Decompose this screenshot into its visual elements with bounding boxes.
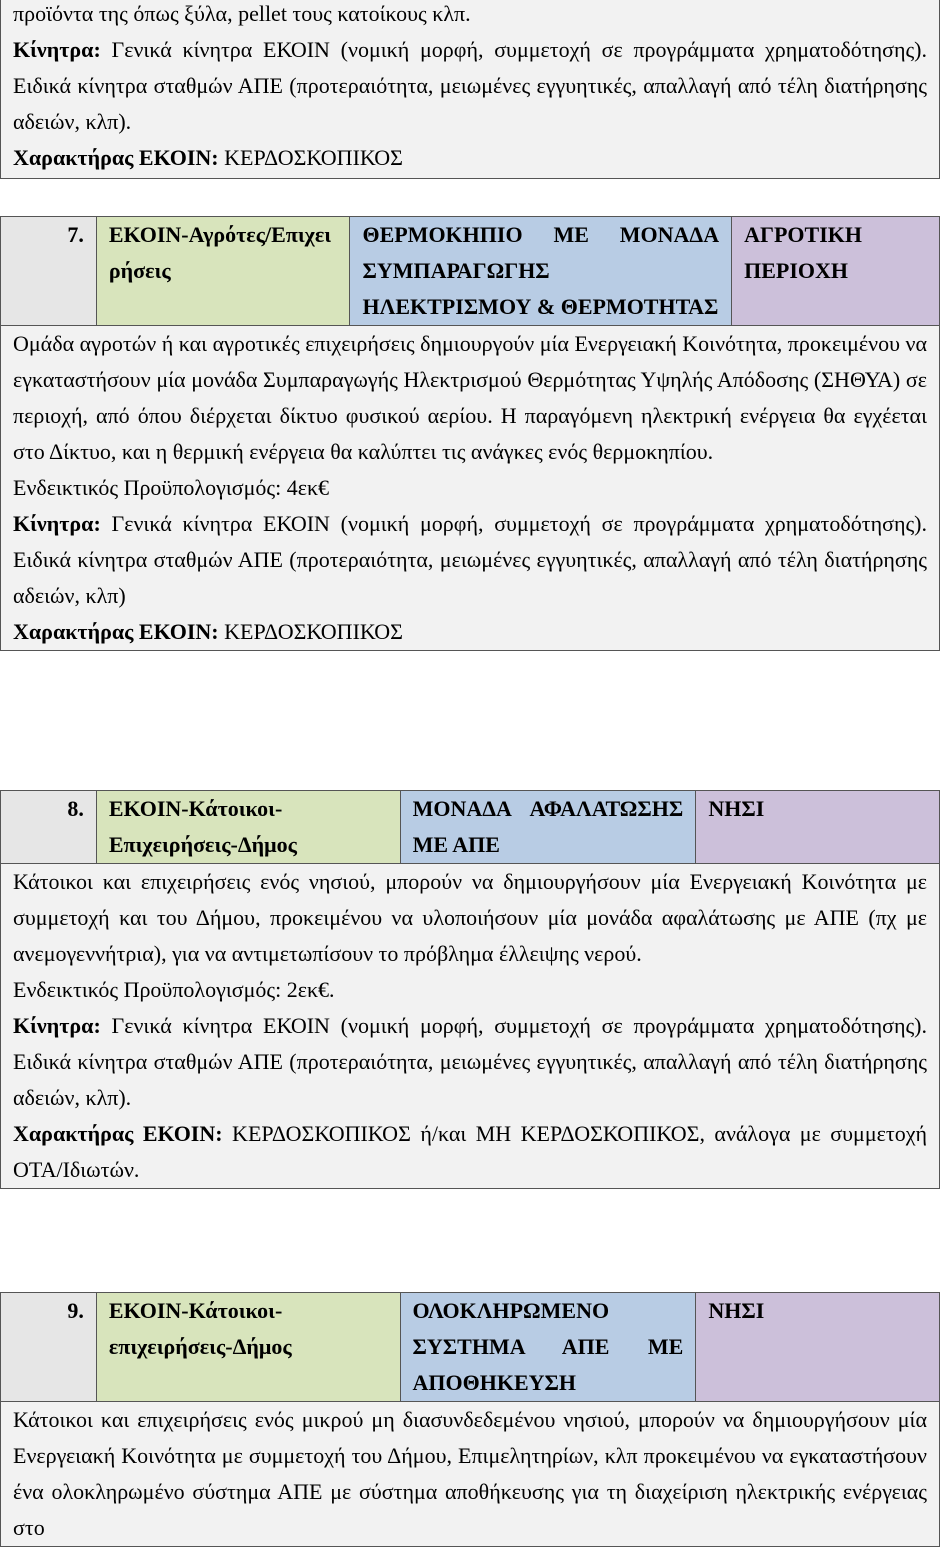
community-type: ΕΚΟΙΝ-Κάτοικοι-επιχειρήσεις-Δήμος [96,1293,400,1402]
community-type: ΕΚΟΙΝ-Αγρότες/Επιχειρήσεις [96,217,350,326]
incentives [13,506,927,614]
project-card-7 [0,216,940,651]
character [13,1116,927,1188]
character-text: ΚΕΡΔΟΣΚΟΠΙΚΟΣ [218,145,403,170]
incentives-label: Κίνητρα: [13,37,101,62]
incentives [13,1008,927,1116]
card-description-block [1,326,940,651]
project-card-9 [0,1292,940,1547]
card-description-block [1,1402,940,1547]
area-label: ΑΓΡΟΤΙΚΗ ΠΕΡΙΟΧΗ [732,217,940,326]
card-number: 9. [1,1293,97,1402]
card-number: 7. [1,217,97,326]
area-label: ΝΗΣΙ [696,791,940,864]
description: Κάτοικοι και επιχειρήσεις ενός μικρού μη διασυνδεδεμένου νησιού, μπορούν να δημιουργήσουν μία Ενεργειακή Κοινότητα με συμμετοχή του Δήμου, Επιμελητηρίων, κλπ προκειμένου να εγκαταστήσουν ένα ολοκληρωμένο σύστημα ΑΠΕ με σύστημα αποθήκευσης για τη διαχείριση ηλεκτρικής ενέργειας στο [13,1407,927,1540]
character [13,614,927,650]
character-label: Χαρακτήρας ΕΚΟΙΝ: [13,145,219,170]
incentives-label: Κίνητρα: [13,1013,101,1038]
intro-incentives [13,32,927,140]
project-title: ΘΕΡΜΟΚΗΠΙΟ ΜΕ ΜΟΝΑΔΑ ΣΥΜΠΑΡΑΓΩΓΗΣ ΗΛΕΚΤΡΙΣΜΟΥ & ΘΕΡΜΟΤΗΤΑΣ [350,217,732,326]
character-label: Χαρακτήρας ΕΚΟΙΝ: [13,1121,223,1146]
character-text: ΚΕΡΔΟΣΚΟΠΙΚΟΣ [218,619,403,644]
project-card-8 [0,790,940,1189]
card-number: 8. [1,791,97,864]
incentives-text: Γενικά κίνητρα ΕΚΟΙΝ (νομική μορφή, συμμετοχή σε προγράμματα χρηματοδότησης). Ειδικά κίνητρα σταθμών ΑΠΕ (προτεραιότητα, μειωμένες εγγυητικές, απαλλαγή από τέλη διατήρησης αδειών, κλπ) [13,511,927,608]
description: Ομάδα αγροτών ή και αγροτικές επιχειρήσεις δημιουργούν μία Ενεργειακή Κοινότητα, προκειμένου να εγκαταστήσουν μία μονάδα Συμπαραγωγής Ηλεκτρισμού Θερμότητας Υψηλής Απόδοσης (ΣΗΘΥΑ) σε περιοχή, από όπου διέρχεται δίκτυο φυσικού αερίου. Η παραγόμενη ηλεκτρική ενέργεια θα εγχέεται στο Δίκτυο, και η θερμική ενέργεια θα καλύπτει τις ανάγκες ενός θερμοκηπίου. [13,331,927,464]
budget: Ενδεικτικός Προϋπολογισμός: 4εκ€ [13,475,330,500]
project-title: ΟΛΟΚΛΗΡΩΜΕΝΟ ΣΥΣΤΗΜΑ ΑΠΕ ΜΕ ΑΠΟΘΗΚΕΥΣΗ [400,1293,696,1402]
incentives-text: Γενικά κίνητρα ΕΚΟΙΝ (νομική μορφή, συμμετοχή σε προγράμματα χρηματοδότησης). Ειδικά κίνητρα σταθμών ΑΠΕ (προτεραιότητα, μειωμένες εγγυητικές, απαλλαγή από τέλη διατήρησης αδειών, κλπ). [13,1013,927,1110]
incentives-text: Γενικά κίνητρα ΕΚΟΙΝ (νομική μορφή, συμμετοχή σε προγράμματα χρηματοδότησης). Ειδικά κίνητρα σταθμών ΑΠΕ (προτεραιότητα, μειωμένες εγγυητικές, απαλλαγή από τέλη διατήρησης αδειών, κλπ). [13,37,927,134]
card-description-block [1,864,940,1189]
area-label: ΝΗΣΙ [696,1293,940,1402]
character-label: Χαρακτήρας ΕΚΟΙΝ: [13,619,219,644]
budget: Ενδεικτικός Προϋπολογισμός: 2εκ€. [13,977,335,1002]
intro-line: προϊόντα της όπως ξύλα, pellet τους κατοίκους κλπ. [13,1,471,26]
description: Κάτοικοι και επιχειρήσεις ενός νησιού, μπορούν να δημιουργήσουν μία Ενεργειακή Κοινότητα με συμμετοχή και του Δήμου, προκειμένου να υλοποιήσουν μία μονάδα αφαλάτωσης με ΑΠΕ (πχ με ανεμογεννήτρια), για να αντιμετωπίσουν το πρόβλημα έλλειψης νερού. [13,869,927,966]
community-type: ΕΚΟΙΝ-Κάτοικοι-Επιχειρήσεις-Δήμος [96,791,400,864]
intro-block [0,0,940,179]
character-text: ΚΕΡΔΟΣΚΟΠΙΚΟΣ ή/και ΜΗ ΚΕΡΔΟΣΚΟΠΙΚΟΣ, ανάλογα με συμμετοχή ΟΤΑ/Ιδιωτών. [13,1121,927,1182]
intro-character [13,140,927,176]
project-title: ΜΟΝΑΔΑ ΑΦΑΛΑΤΩΣΗΣ ΜΕ ΑΠΕ [400,791,696,864]
incentives-label: Κίνητρα: [13,511,101,536]
